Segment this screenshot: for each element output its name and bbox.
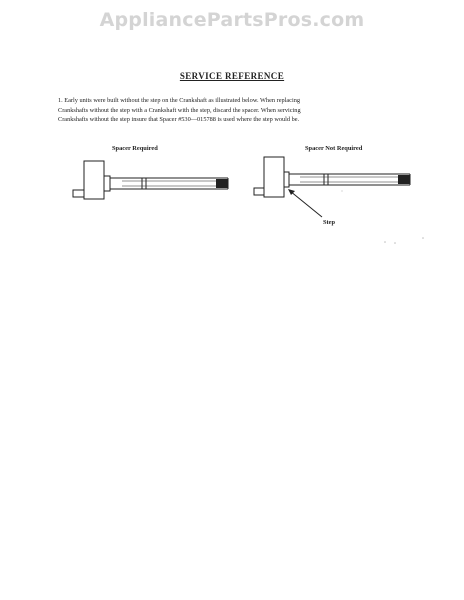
spacer-not-required-label: Spacer Not Required	[305, 145, 363, 152]
shaft-threads	[398, 175, 410, 184]
page-title: SERVICE REFERENCE	[179, 71, 285, 81]
crank-throw	[84, 161, 104, 199]
crank-throw	[264, 157, 284, 197]
scan-specks	[341, 190, 423, 243]
crankshaft-step	[284, 172, 289, 187]
paragraph-line: Crankshafts without the step insure that Spacer #530—015788 is used where the step would be.	[58, 116, 300, 123]
step-callout-label: Step	[323, 219, 336, 226]
crankshaft-without-step-figure	[73, 161, 228, 199]
paragraph-line: 1. Early units were built without the step on the Crankshaft as illustrated below. When replacing	[58, 97, 301, 104]
spacer-required-label: Spacer Required	[112, 145, 158, 152]
shaft-threads	[216, 179, 228, 188]
crank-pin	[73, 190, 84, 197]
step-leader-line	[290, 191, 322, 217]
crank-pin	[254, 188, 264, 195]
paragraph-line: Crankshafts without the step with a Crankshaft with the step, discard the spacer. When servicing	[58, 106, 301, 114]
crankshaft-with-step-figure	[254, 157, 410, 217]
spacer	[104, 176, 110, 191]
watermark: AppliancePartsPros.com	[99, 9, 365, 31]
